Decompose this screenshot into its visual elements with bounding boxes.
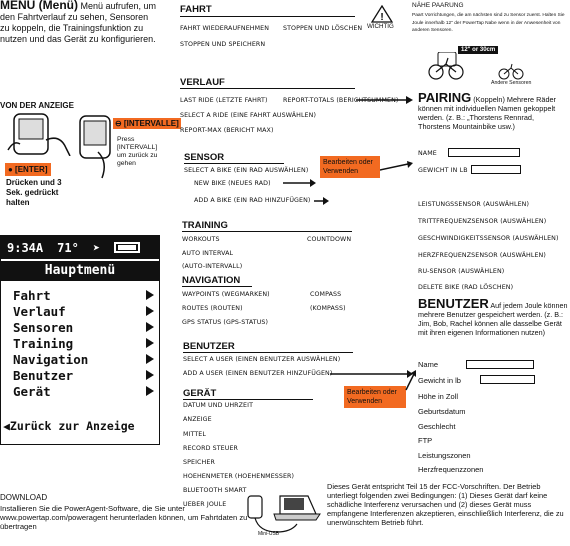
enter-hold-text: Drücken und 3 Sek. gedrückt halten <box>6 178 62 207</box>
proximity-title: NÄHE PAARUNG <box>412 2 464 9</box>
bike-proximity-illustration <box>426 52 536 82</box>
pairing-weight-label: GEWICHT IN LB <box>418 167 468 174</box>
kompass: (KOMPASS) <box>310 305 346 312</box>
select-bike[interactable]: SELECT A BIKE (EIN RAD AUSWÄHLEN) <box>184 167 309 174</box>
device-screen <box>0 235 160 445</box>
section-verlauf: VERLAUF <box>180 77 225 88</box>
user-field[interactable]: Geburtsdatum <box>418 407 466 416</box>
proximity-text: Paart Vorrichtungen, die am nächsten sind zu Sensor zuerst. Halten Sie Joule innerhalb 12" der PowerTap Nabe wenn in der Anwesenheit von anderen Sensoren. <box>412 13 565 33</box>
section-fahrt: FAHRT <box>180 4 212 15</box>
fcc-notice: Dieses Gerät entspricht Teil 15 der FCC-Vorschriften. Der Betrieb unterliegt folgenden zwei Bedingungen: (1) Dieses Gerät darf keine schädliche Interferenz verursachen und (2) dieses Gerät muss empfangene Interferenzen akzeptieren, einschließlich Interferenz, die zu unerwünschtem Betrieb führt. <box>327 482 564 527</box>
menu-intro-text: Menü aufrufen, um den Fahrtverlauf zu sehen, Sensoren zu koppeln, die Trainingsfunktion zu nutzen und das Gerät zu konfigurieren. <box>0 1 157 44</box>
auto-interval-de: (AUTO-INTERVALL) <box>182 263 243 270</box>
menu-intro <box>0 0 160 45</box>
user-name-field[interactable] <box>466 360 534 369</box>
section-training: TRAINING <box>182 220 228 231</box>
arrow-right-icon <box>330 368 414 380</box>
main-menu-title: Hauptmenü <box>1 259 159 281</box>
status-bar <box>1 236 159 259</box>
sensor-option[interactable]: RU-SENSOR (AUSWÄHLEN) <box>418 268 505 275</box>
usb-label: Mini-USB <box>258 531 280 537</box>
add-user[interactable]: ADD A USER (EINEN BENUTZER HINZUFÜGEN) <box>183 370 333 377</box>
time-display: 9:34A <box>7 240 44 255</box>
menu-item-benutzer[interactable]: Benutzer <box>13 368 74 383</box>
sensor-edit-use-label: Bearbeiten oder Verwenden <box>320 156 380 178</box>
geraet-item[interactable]: SPEICHER <box>183 459 215 466</box>
pairing-name-label: NAME <box>418 150 437 157</box>
menu-item-verlauf[interactable]: Verlauf <box>13 304 66 319</box>
arrow-right-icon <box>314 196 330 206</box>
from-display-label: VON DER ANZEIGE <box>0 101 74 110</box>
back-to-display[interactable]: ◀Zurück zur Anzeige <box>3 419 135 433</box>
chevron-right-icon <box>146 306 154 316</box>
menu-item-fahrt[interactable]: Fahrt <box>13 288 51 303</box>
download-title: DOWNLOAD <box>0 493 48 502</box>
compass[interactable]: COMPASS <box>310 291 342 298</box>
arrow-to-user-name <box>404 370 418 392</box>
other-sensors-label: Andere Sensoren <box>491 80 532 86</box>
chevron-right-icon <box>146 290 154 300</box>
geraet-item[interactable]: BLUETOOTH SMART <box>183 487 247 494</box>
benutzer-desc: Auf jedem Joule können mehrere Benutzer gespeichert werden. (z. B.: Jim, Bob, Rachel können alle dasselbe Gerät mit ihren eigenen Informationen nutzen) <box>418 301 568 337</box>
user-edit-use-label: Bearbeiten oder Verwenden <box>344 386 406 408</box>
geraet-item[interactable]: HOEHENMETER (HOEHENMESSER) <box>183 473 295 480</box>
menu-item-navigation[interactable]: Navigation <box>13 352 89 367</box>
section-navigation: NAVIGATION <box>182 275 241 286</box>
sensor-option[interactable]: TRITTFREQUENZSENSOR (AUSWÄHLEN) <box>418 218 547 225</box>
device-hand-illustration <box>0 110 80 156</box>
warning-label: WICHTIG <box>367 23 394 30</box>
menu-title: MENU (Menü) <box>0 0 78 12</box>
usb-connection-illustration <box>244 488 324 544</box>
user-field[interactable]: FTP <box>418 436 433 445</box>
svg-text:!: ! <box>380 12 384 23</box>
user-field[interactable]: Geschlecht <box>418 422 456 431</box>
benutzer-title: BENUTZER <box>418 296 489 311</box>
section-benutzer: BENUTZER <box>183 341 235 352</box>
sensor-option[interactable]: LEISTUNGSSENSOR (AUSWÄHLEN) <box>418 201 530 208</box>
workouts[interactable]: WORKOUTS <box>182 236 220 243</box>
pairing-weight-field[interactable] <box>471 165 521 174</box>
new-bike[interactable]: NEW BIKE (NEUES RAD) <box>194 180 271 187</box>
countdown[interactable]: COUNTDOWN <box>307 236 352 243</box>
pairing-name-field[interactable] <box>448 148 520 157</box>
geraet-item[interactable]: MITTEL <box>183 431 206 438</box>
chevron-right-icon <box>146 370 154 380</box>
benutzer-block <box>418 296 568 337</box>
select-user[interactable]: SELECT A USER (EINEN BENUTZER AUSWÄHLEN) <box>183 356 341 363</box>
distance-badge: 12" or 30cm <box>458 46 498 54</box>
select-ride[interactable]: SELECT A RIDE (EINE FAHRT AUSWÄHLEN) <box>180 112 317 119</box>
section-geraet: GERÄT <box>183 388 217 399</box>
menu-item-geraet[interactable]: Gerät <box>13 384 51 399</box>
fahrt-stop-save[interactable]: STOPPEN UND SPEICHERN <box>180 41 266 48</box>
device-press-illustration <box>74 112 116 180</box>
section-sensor: SENSOR <box>184 152 225 163</box>
battery-icon <box>114 242 140 253</box>
add-bike[interactable]: ADD A BIKE (EIN RAD HINZUFÜGEN) <box>194 197 311 204</box>
report-max[interactable]: REPORT-MAX (BERICHT MAX) <box>180 127 274 134</box>
temperature-display: 71° <box>57 240 79 255</box>
chevron-right-icon <box>146 386 154 396</box>
interval-button-label[interactable]: ⊖ [INTERVALLE] <box>115 119 179 128</box>
user-weight-field[interactable] <box>480 375 535 384</box>
menu-item-training[interactable]: Training <box>13 336 74 351</box>
user-field[interactable]: Leistungszonen <box>418 451 471 460</box>
auto-interval[interactable]: AUTO INTERVAL <box>182 250 234 257</box>
enter-button-label[interactable]: ● [ENTER] <box>5 163 51 176</box>
arrow-to-pairing-name <box>380 160 414 176</box>
user-name-label: Name <box>418 360 439 369</box>
arrow-right-icon <box>283 178 317 188</box>
user-field[interactable]: Höhe in Zoll <box>418 392 459 401</box>
pairing-title: PAIRING <box>418 90 472 105</box>
chevron-right-icon <box>146 354 154 364</box>
user-field[interactable]: Herzfrequenzzonen <box>418 465 484 474</box>
interval-desc: Press [INTERVALL] um zurück zu gehen <box>117 136 158 167</box>
menu-item-sensoren[interactable]: Sensoren <box>13 320 74 335</box>
user-weight-label: Gewicht in lb <box>418 376 461 385</box>
geraet-item[interactable]: UEBER JOULE <box>183 501 227 508</box>
geraet-item[interactable]: RECORD STEUER <box>183 445 239 452</box>
waypoints[interactable]: WAYPOINTS (WEGMARKEN) <box>182 291 270 298</box>
sensor-option[interactable]: HERZFREQUENZSENSOR (AUSWÄHLEN) <box>418 252 546 259</box>
fahrt-stop-delete[interactable]: STOPPEN UND LÖSCHEN <box>283 25 363 32</box>
last-ride[interactable]: LAST RIDE (LETZTE FAHRT) <box>180 97 268 104</box>
gps-status[interactable]: GPS STATUS (GPS-STATUS) <box>182 319 269 326</box>
delete-bike[interactable]: DELETE BIKE (RAD LÖSCHEN) <box>418 284 514 291</box>
chevron-right-icon <box>146 338 154 348</box>
fahrt-resume[interactable]: FAHRT WIEDERAUFNEHMEN <box>180 25 270 32</box>
geraet-item[interactable]: DATUM UND UHRZEIT <box>183 402 254 409</box>
sensor-option[interactable]: GESCHWINDIGKEITSSENSOR (AUSWÄHLEN) <box>418 235 559 242</box>
gps-arrow-icon: ➤ <box>92 240 101 255</box>
chevron-right-icon <box>146 322 154 332</box>
pairing-block <box>418 90 568 131</box>
geraet-item[interactable]: ANZEIGE <box>183 416 212 423</box>
report-totals[interactable]: REPORT-TOTALS (BERICHTSUMMEN) <box>283 97 399 104</box>
download-text: Installieren Sie die PowerAgent-Software, die Sie unter www.powertap.com/poweragent herunterladen können, um Fahrtdaten zu übertragen <box>0 504 248 531</box>
arrow-to-pairing <box>354 94 414 110</box>
routes[interactable]: ROUTES (ROUTEN) <box>182 305 243 312</box>
pairing-desc: (Koppeln) Mehrere Räder können mit individuellen Namen gekoppelt werden. (z. B.: „Thorstens Rennrad, Thorstens Mountainbike usw.) <box>418 95 556 131</box>
warning-icon <box>371 5 393 23</box>
